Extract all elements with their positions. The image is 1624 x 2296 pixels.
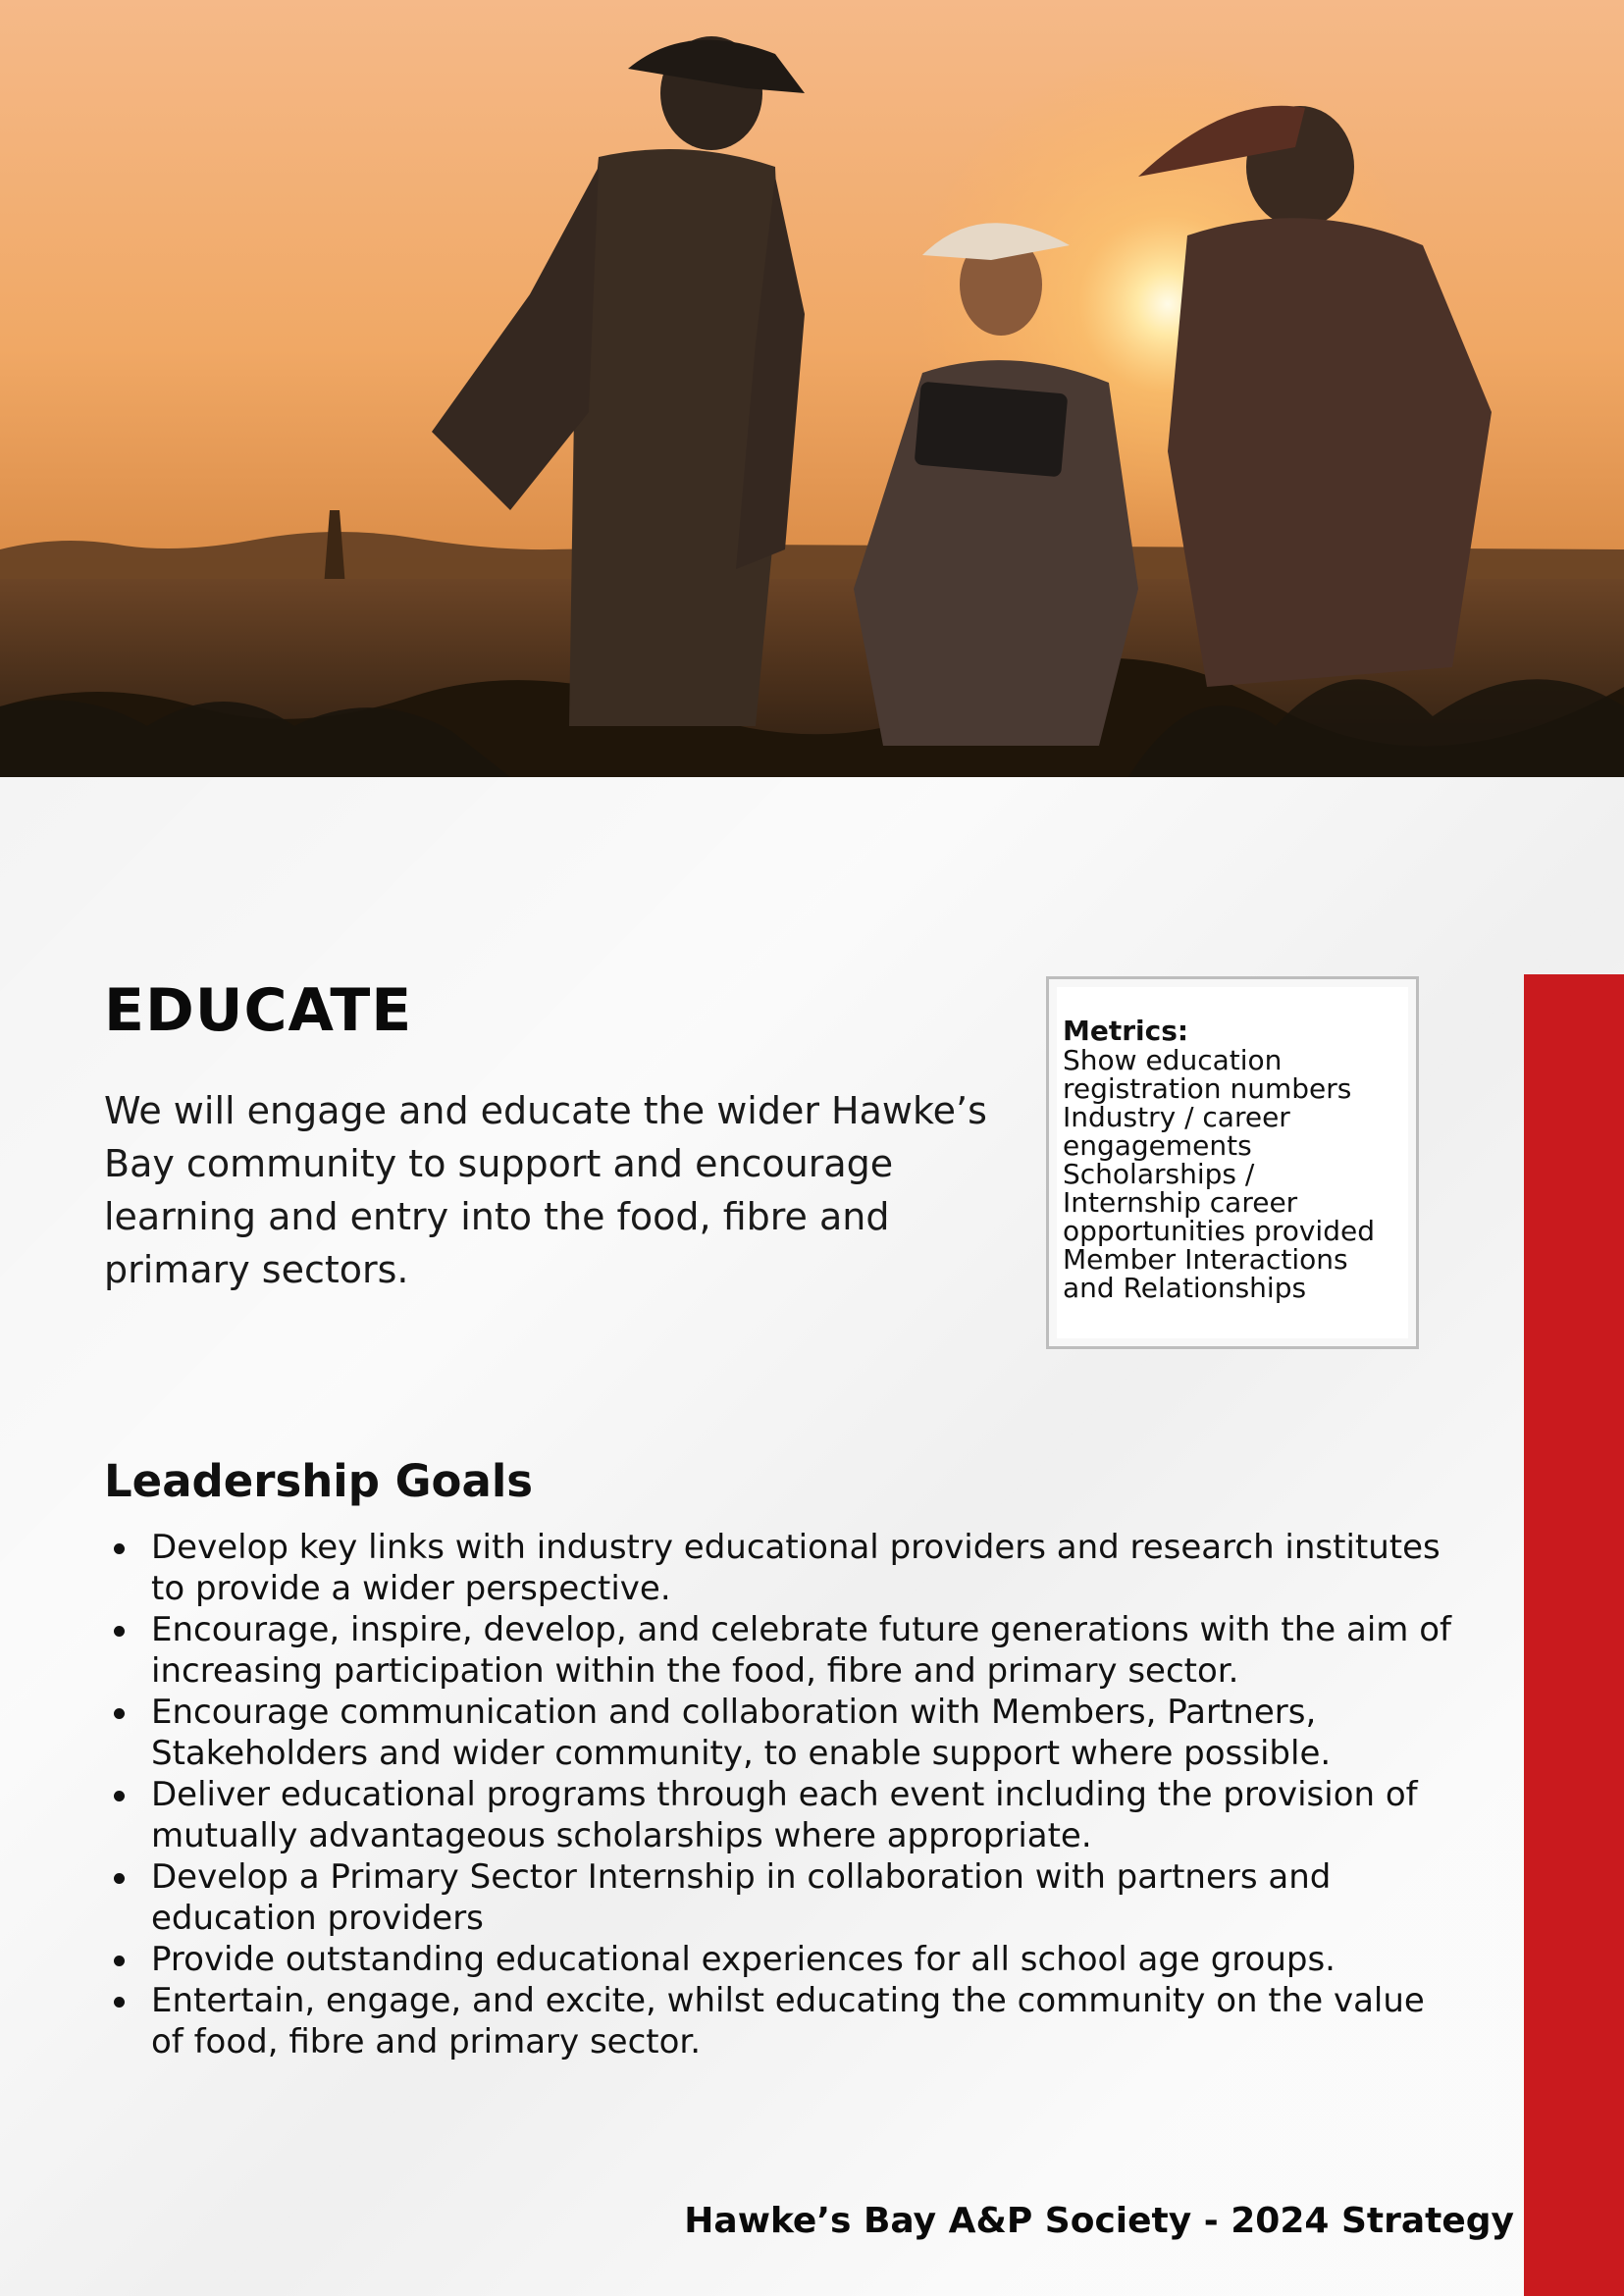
list-item [104, 1692, 1458, 1774]
list-item [104, 1609, 1458, 1692]
footer-text: Hawke’s Bay A&P Society - 2024 Strategy [684, 2201, 1514, 2241]
bullet-icon [114, 1543, 125, 1554]
goal-text: Entertain, engage, and excite, whilst educating the community on the value of food, fibre and primary sector. [151, 1981, 1425, 2061]
bullet-icon [114, 1791, 125, 1801]
metrics-line: engagements [1063, 1129, 1252, 1162]
metrics-line: Show education [1063, 1044, 1283, 1076]
list-item [104, 1980, 1458, 2062]
metrics-line: registration numbers [1063, 1072, 1352, 1105]
metrics-line: Industry / career [1063, 1101, 1290, 1133]
metrics-line: Internship career [1063, 1186, 1298, 1219]
metrics-line: and Relationships [1063, 1272, 1307, 1304]
leadership-goals-heading: Leadership Goals [104, 1455, 534, 1507]
bullet-icon [114, 1997, 125, 2008]
goal-text: Provide outstanding educational experiences for all school age groups. [151, 1940, 1336, 1979]
metrics-box [1046, 976, 1419, 1349]
bullet-icon [114, 1626, 125, 1637]
accent-side-bar [1524, 974, 1624, 2296]
metrics-heading: Metrics: [1063, 1015, 1189, 1047]
metrics-line: opportunities provided [1063, 1215, 1375, 1247]
list-item [104, 1939, 1458, 1980]
hero-photo [0, 0, 1624, 777]
section-title: EDUCATE [104, 976, 413, 1045]
metrics-line: Scholarships / [1063, 1158, 1255, 1190]
bullet-icon [114, 1873, 125, 1884]
goal-text: Deliver educational programs through each event including the provision of mutually advantageous scholarships where appropriate. [151, 1775, 1418, 1855]
bullet-icon [114, 1956, 125, 1966]
bullet-icon [114, 1708, 125, 1719]
section-intro: We will engage and educate the wider Hawke’s Bay community to support and encourage learning and entry into the food, fibre and primary sectors. [104, 1089, 987, 1291]
goal-text: Develop a Primary Sector Internship in collaboration with partners and education providers [151, 1857, 1332, 1938]
leadership-goals-list [104, 1527, 1458, 2062]
metrics-line: Member Interactions [1063, 1243, 1348, 1276]
list-item [104, 1527, 1458, 1609]
goal-text: Encourage communication and collaboration with Members, Partners, Stakeholders and wider community, to enable support where possible. [151, 1693, 1332, 1773]
list-item [104, 1774, 1458, 1856]
goal-text: Encourage, inspire, develop, and celebrate future generations with the aim of increasing participation within the food, fibre and primary sector. [151, 1610, 1452, 1691]
list-item [104, 1856, 1458, 1939]
goal-text: Develop key links with industry educational providers and research institutes to provide a wider perspective. [151, 1528, 1441, 1608]
